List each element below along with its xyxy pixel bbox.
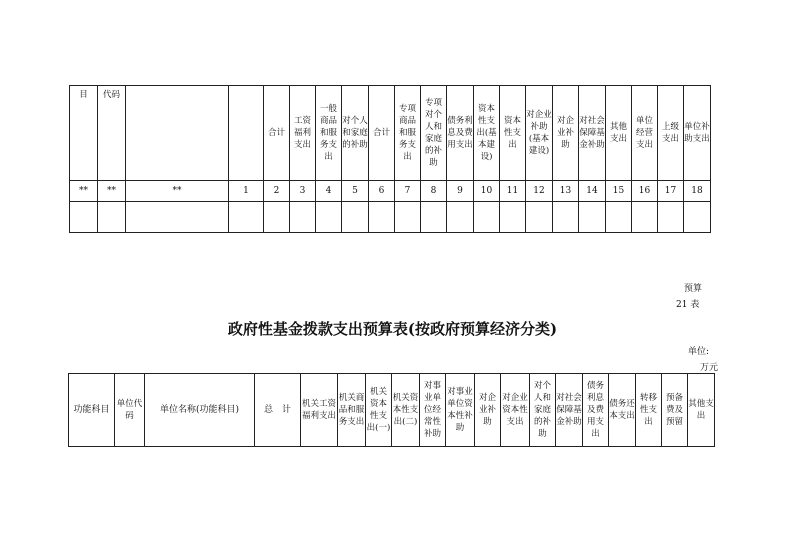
empty-cell: [395, 202, 421, 233]
col-header-wages: 工资福利支出: [290, 86, 316, 181]
col-header-personal-subsidy: 对个人和家庭的补助: [530, 374, 556, 447]
col-header-upper-level: 上级支出: [658, 86, 684, 181]
col-header-enterprise-capital: 对企业资本性支出: [501, 374, 530, 447]
number-cell: 6: [369, 181, 395, 202]
col-header-reserve: 预备费及预留: [662, 374, 688, 447]
col-header-agency-capital-2: 机关资本性支出(二): [392, 374, 420, 447]
empty-cell: [264, 202, 290, 233]
number-cell: **: [98, 181, 126, 202]
col-header-enterprise-subsidy: 对企业补助: [475, 374, 501, 447]
col-header-agency-goods: 机关商品和服务支出: [338, 374, 366, 447]
empty-cell: [70, 202, 98, 233]
empty-cell: [658, 202, 684, 233]
empty-cell: [447, 202, 474, 233]
budget-side-label: 预算: [684, 284, 703, 294]
col-header-other: 其他支出: [606, 86, 632, 181]
number-cell: 5: [342, 181, 369, 202]
empty-cell: [684, 202, 711, 233]
col-header-mu: 目: [70, 86, 98, 181]
col-header-unit-name: 单位名称(功能科目): [145, 374, 255, 447]
number-cell: 2: [264, 181, 290, 202]
col-header-institution-capital: 对事业单位资本性补助: [446, 374, 475, 447]
empty-cell: [98, 202, 126, 233]
col-header-capital-construction: 资本性支出(基本建设): [474, 86, 500, 181]
top-expenditure-table: [69, 85, 711, 233]
empty-cell: [553, 202, 579, 233]
empty-cell: [474, 202, 500, 233]
fund-table-header-row: [69, 374, 715, 447]
col-header-debt-interest: 债务利息及费用支出: [447, 86, 474, 181]
number-cell: 14: [579, 181, 606, 202]
number-cell: 8: [421, 181, 447, 202]
empty-cell: [579, 202, 606, 233]
col-header-goods-services: 一般商品和服务支出: [316, 86, 342, 181]
number-cell: 4: [316, 181, 342, 202]
number-cell: **: [126, 181, 229, 202]
number-cell: 7: [395, 181, 421, 202]
col-header-institution-recurrent: 对事业单位经常性补助: [420, 374, 446, 447]
col-header-unit-code: 单位代码: [115, 374, 145, 447]
empty-cell: [526, 202, 553, 233]
col-header-special-goods: 专项商品和服务支出: [395, 86, 421, 181]
number-cell: 10: [474, 181, 500, 202]
col-header-subtotal: 合计: [369, 86, 395, 181]
empty-cell: [606, 202, 632, 233]
table-number: 21 表: [676, 300, 700, 310]
empty-cell: [500, 202, 526, 233]
empty-cell: [229, 202, 264, 233]
top-table-header-row: [70, 86, 711, 181]
number-cell: 3: [290, 181, 316, 202]
top-table-number-row: [70, 181, 711, 202]
col-header-personal-subsidy: 对个人和家庭的补助: [342, 86, 369, 181]
col-header-transfer: 转移性支出: [636, 374, 662, 447]
col-header-other: 其他支出: [688, 374, 715, 447]
top-table-empty-row: [70, 202, 711, 233]
col-header-grand-total: 总 计: [255, 374, 301, 447]
number-cell: 16: [632, 181, 658, 202]
empty-cell: [342, 202, 369, 233]
col-header-enterprise-construction: 对企业补助(基本建设): [526, 86, 553, 181]
unit-value: 万元: [700, 363, 719, 373]
col-header-enterprise-subsidy: 对企业补助: [553, 86, 579, 181]
empty-cell: [126, 202, 229, 233]
col-header-code: 代码: [98, 86, 126, 181]
number-cell: 18: [684, 181, 711, 202]
col-header-blank: [229, 86, 264, 181]
fund-expenditure-table: [68, 373, 715, 447]
document-title: 政府性基金拨款支出预算表(按政府预算经济分类): [227, 320, 558, 338]
number-cell: 11: [500, 181, 526, 202]
col-header-business: 单位经营支出: [632, 86, 658, 181]
number-cell: 9: [447, 181, 474, 202]
col-header-social-security: 对社会保障基金补助: [579, 86, 606, 181]
col-header-special-personal: 专项对个人和家庭的补助: [421, 86, 447, 181]
col-header-name: [126, 86, 229, 181]
col-header-debt-interest: 债务利息及费用支出: [583, 374, 609, 447]
number-cell: 1: [229, 181, 264, 202]
number-cell: 12: [526, 181, 553, 202]
unit-label: 单位:: [688, 347, 710, 357]
col-header-total: 合计: [264, 86, 290, 181]
empty-cell: [290, 202, 316, 233]
col-header-social-security: 对社会保障基金补助: [556, 374, 583, 447]
col-header-debt-principal: 债务还本支出: [609, 374, 636, 447]
empty-cell: [632, 202, 658, 233]
number-cell: **: [70, 181, 98, 202]
col-header-capital: 资本性支出: [500, 86, 526, 181]
col-header-agency-capital-1: 机关资本性支出(一): [366, 374, 392, 447]
col-header-unit-subsidy: 单位补助支出: [684, 86, 711, 181]
empty-cell: [316, 202, 342, 233]
number-cell: 17: [658, 181, 684, 202]
empty-cell: [369, 202, 395, 233]
number-cell: 13: [553, 181, 579, 202]
col-header-agency-wages: 机关工资福利支出: [301, 374, 338, 447]
col-header-function-subject: 功能科目: [69, 374, 115, 447]
number-cell: 15: [606, 181, 632, 202]
empty-cell: [421, 202, 447, 233]
